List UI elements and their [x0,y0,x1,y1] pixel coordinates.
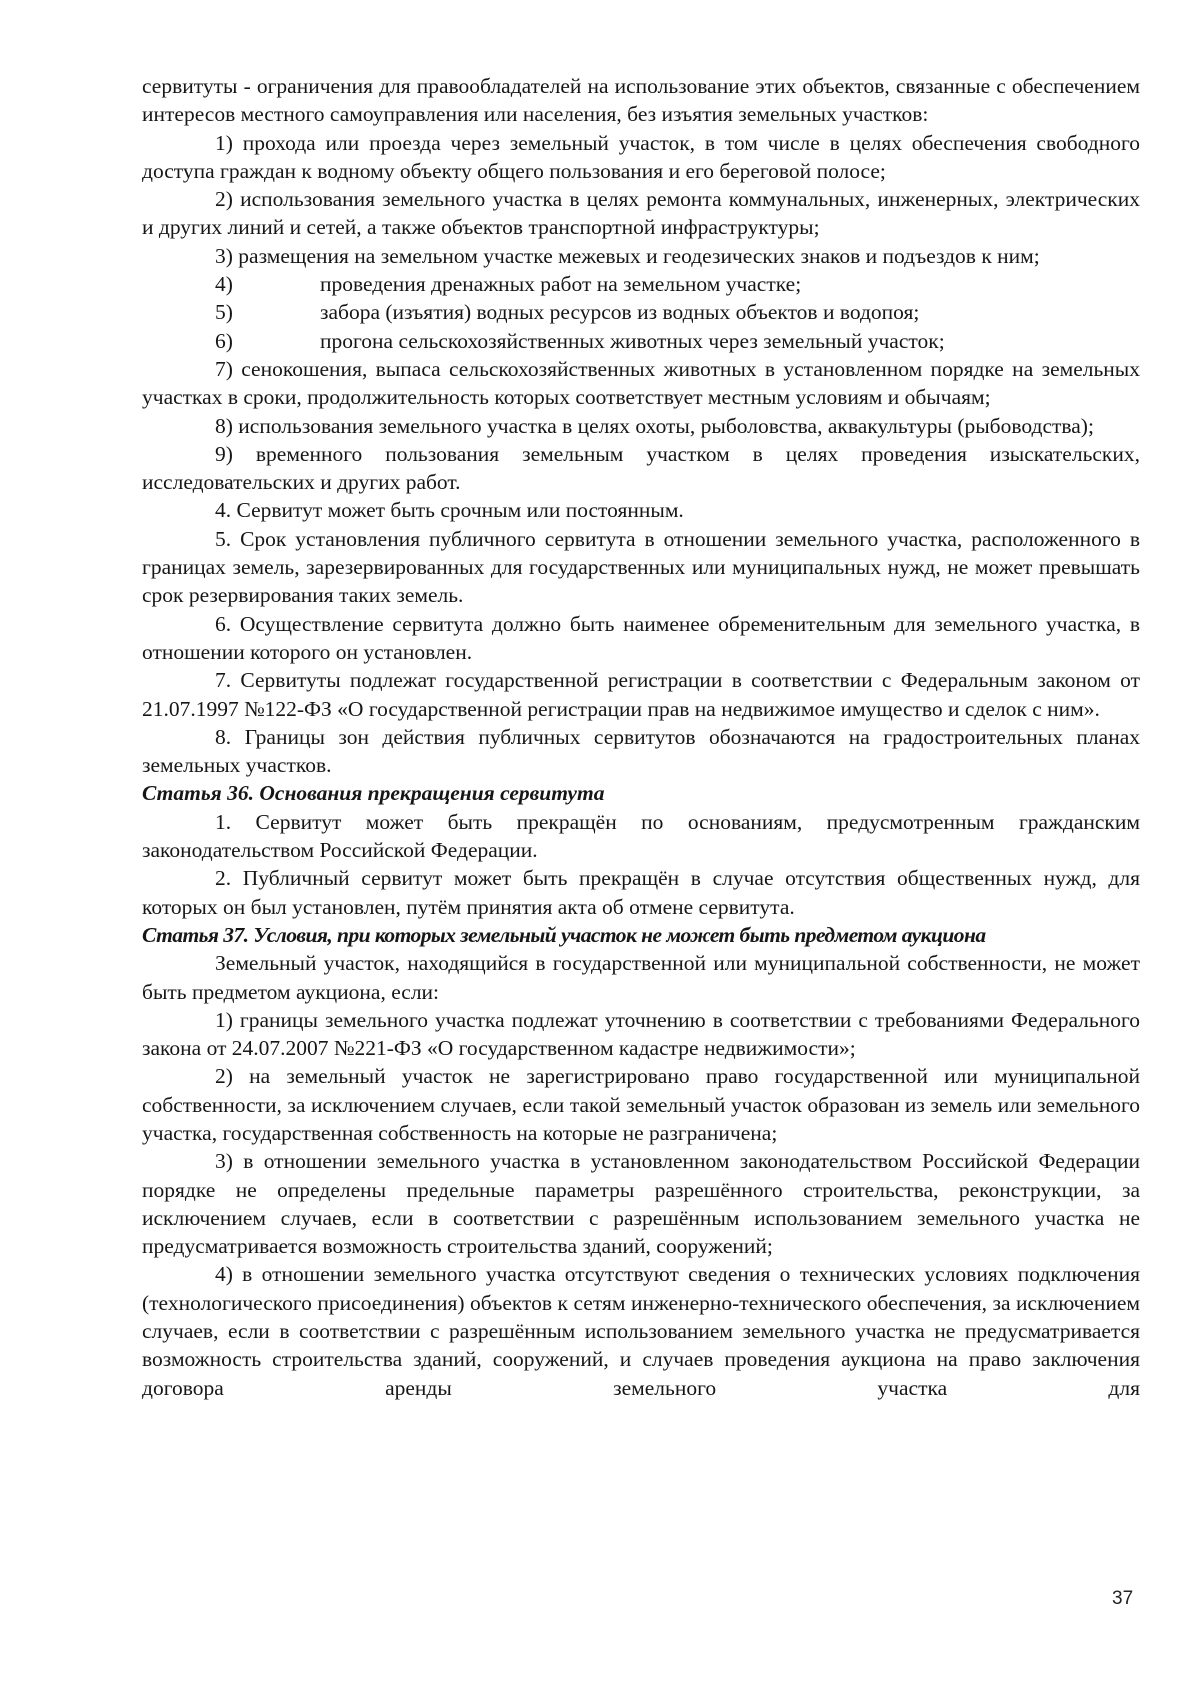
paragraph-clause-7: 7. Сервитуты подлежат государственной регистрации в соответствии с Федеральным законом от 21.07.1997 №122-ФЗ «О государственной регистрации прав на недвижимое имущество и сделок с ним». [142,668,1140,721]
article-36-clause-1: 1. Сервитут может быть прекращён по основаниям, предусмотренным гражданским законодательством Российской Федерации. [142,809,1140,863]
article-36-clause-2: 2. Публичный сервитут может быть прекращён в случае отсутствия общественных нужд, для которых он был установлен, путём принятия акта об отмене сервитута. [142,866,1140,919]
paragraph-servitudes-intro: сервитуты - ограничения для правообладателей на использование этих объектов, связанные с обеспечением интересов местного самоуправления или населения, без изъятия земельных участков: [142,74,1140,127]
article-37-item-4: 4) в отношении земельного участка отсутствуют сведения о технических условиях подключения (технологического присоединения) объектов к сетям инженерно-технического обеспечения, за исключением случаев, если в соответствии с разрешённым использованием земельного участка не предусматривается возможность строительства зданий, сооружений, и случаев проведения аукциона на право заключения договора аренды земельного участка для [142,1262,1140,1400]
paragraph-item-1: 1) прохода или проезда через земельный участок, в том числе в целях обеспечения свободного доступа граждан к водному объекту общего пользования и его береговой полосе; [142,130,1140,183]
paragraph-clause-6: 6. Осуществление сервитута должно быть наименее обременительным для земельного участка, в отношении которого он установлен. [142,611,1140,664]
list-item-text: проведения дренажных работ на земельном участке; [320,272,802,297]
list-item-number: 6) [215,328,233,353]
paragraph-item-7: 7) сенокошения, выпаса сельскохозяйственных животных в установленном порядке на земельных участках в сроки, продолжительность которых соответствует местным условиям и обычаям; [142,356,1140,410]
list-item-number: 5) [215,300,233,325]
paragraph-item-8: 8) использования земельного участка в целях охоты, рыболовства, аквакультуры (рыбоводства); [215,413,1094,438]
paragraph-item-9: 9) временного пользования земельным участком в целях проведения изыскательских, исследовательских и других работ. [142,441,1140,495]
list-item-text: забора (изъятия) водных ресурсов из водных объектов и водопоя; [320,300,920,325]
page-number: 37 [1112,1588,1134,1609]
paragraph-item-2: 2) использования земельного участка в целях ремонта коммунальных, инженерных, электрических и других линий и сетей, а также объектов транспортной инфраструктуры; [142,187,1140,240]
paragraph-item-3: 3) размещения на земельном участке межевых и геодезических знаков и подъездов к ним; [215,243,1040,268]
list-item [142,270,1140,298]
paragraph-clause-8: 8. Границы зон действия публичных сервитутов обозначаются на градостроительных планах земельных участков. [142,724,1140,778]
list-item-text: прогона сельскохозяйственных животных через земельный участок; [320,328,945,353]
paragraph-clause-5: 5. Срок установления публичного сервитута в отношении земельного участка, расположенного в границах земель, зарезервированных для государственных или муниципальных нужд, не может превышать срок резервирования таких земель. [142,526,1140,608]
article-37-intro: Земельный участок, находящийся в государственной или муниципальной собственности, не может быть предметом аукциона, если: [142,951,1140,1004]
list-item-number: 4) [215,272,233,297]
article-37-item-1: 1) границы земельного участка подлежат уточнению в соответствии с требованиями Федерального закона от 24.07.2007 №221-ФЗ «О государственном кадастре недвижимости»; [142,1007,1140,1061]
article-37-item-3: 3) в отношении земельного участка в установленном законодательством Российской Федерации порядке не определены предельные параметры разрешённого строительства, реконструкции, за исключением случаев, если в соответствии с разрешённым использованием земельного участка не предусматривается возможность строительства зданий, сооружений; [142,1149,1140,1259]
article-37-item-2: 2) на земельный участок не зарегистрировано право государственной или муниципальной собственности, за исключением случаев, если такой земельный участок образован из земель или земельного участка, государственная собственность на которые не разграничена; [142,1064,1140,1145]
paragraph-clause-4: 4. Сервитут может быть срочным или постоянным. [215,498,684,523]
article-36-heading: Статья 36. Основания прекращения сервитута [142,781,605,806]
document-page [142,72,1140,1402]
list-item [142,327,1140,355]
list-item [142,298,1140,326]
article-37-heading: Статья 37. Условия, при которых земельный участок не может быть предметом аукциона [142,922,986,947]
